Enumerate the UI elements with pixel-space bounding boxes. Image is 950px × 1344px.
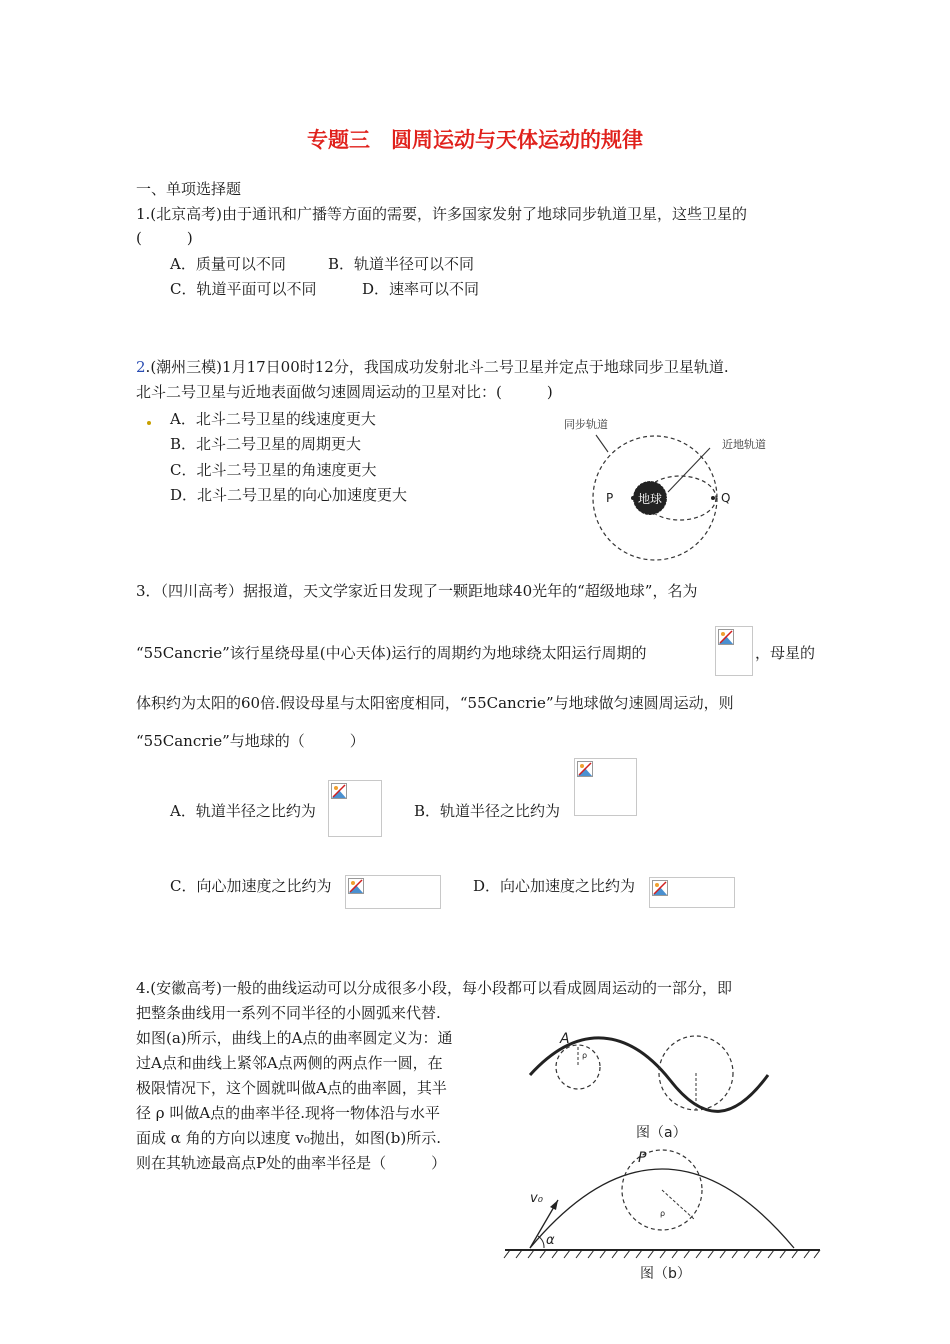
q3-line4: “55Cancrie”与地球的（ ） — [136, 732, 365, 750]
page-title: 专题三 圆周运动与天体运动的规律 — [307, 128, 643, 152]
q4-line1: 4.(安徽高考)一般的曲线运动可以分成很多小段，每小段都可以看成圆周运动的一部分，即 — [136, 979, 733, 997]
sync-orbit-label: 同步轨道 — [564, 418, 608, 431]
rho-label-b: ρ — [660, 1209, 666, 1218]
q1-stem-line1: 1.(北京高考)由于通讯和广播等方面的需要，许多国家发射了地球同步轨道卫星，这些卫星的 — [136, 205, 748, 223]
q1-stem-line2: ( ) — [136, 229, 193, 247]
q1-option-d: D．速率可以不同 — [362, 280, 480, 298]
curve — [530, 1038, 768, 1111]
figure-a-caption: 图（a） — [636, 1125, 687, 1141]
q2-stem-line2: 北斗二号卫星与近地表面做匀速圆周运动的卫星对比：( ) — [136, 383, 553, 401]
rho-label-a: ρ — [582, 1051, 588, 1060]
alpha-label: α — [546, 1233, 555, 1248]
near-orbit-label: 近地轨道 — [722, 438, 766, 451]
q4-line4: 过A点和曲线上紧邻A点两侧的两点作一圆，在 — [136, 1054, 443, 1072]
q4-line8: 则在其轨迹最高点P处的曲率半径是（ ） — [136, 1154, 447, 1172]
q3-option-a: A．轨道半径之比约为 — [170, 802, 316, 820]
image-placeholder-icon — [577, 761, 593, 777]
broken-image-option-c — [345, 875, 441, 909]
q3-line1: 3．（四川高考）据报道，天文学家近日发现了一颗距地球40光年的“超级地球”，名为 — [136, 582, 698, 600]
figure-b — [500, 1140, 830, 1285]
q4-line7: 面成 α 角的方向以速度 v₀抛出，如图(b)所示. — [136, 1129, 441, 1147]
point-p-label: P — [638, 1150, 647, 1166]
q2-option-b: B．北斗二号卫星的周期更大 — [170, 435, 362, 453]
bullet-dot — [147, 421, 151, 425]
q1-option-b: B．轨道半径可以不同 — [328, 255, 475, 273]
q3-option-b: B．轨道半径之比约为 — [414, 802, 561, 820]
q2-option-d: D．北斗二号卫星的向心加速度更大 — [170, 486, 408, 504]
figure-a — [520, 1025, 780, 1145]
orbit-diagram — [550, 410, 780, 570]
q3-line2a: “55Cancrie”该行星绕母星(中心天体)运行的周期约为地球绕太阳运行周期的 — [136, 644, 647, 662]
q3-option-c: C．向心加速度之比约为 — [170, 877, 332, 895]
q2-stem-line1: .(潮州三模)1月17日00时12分，我国成功发射北斗二号卫星并定点于地球同步卫星轨道. — [145, 358, 729, 376]
q4-line3: 如图(a)所示，曲线上的A点的曲率圆定义为：通 — [136, 1029, 453, 1047]
q4-line6: 径 ρ 叫做A点的曲率半径.现将一物体沿与水平 — [136, 1104, 440, 1122]
earth-label: 地球 — [637, 492, 663, 506]
point-a-label: A — [560, 1031, 570, 1047]
q4-line5: 极限情况下，这个圆就叫做A点的曲率圆，其半 — [136, 1079, 447, 1097]
broken-image-option-b — [574, 758, 637, 816]
v0-label: v₀ — [530, 1191, 543, 1206]
q2-option-c: C．北斗二号卫星的角速度更大 — [170, 461, 377, 479]
broken-image-option-d — [649, 877, 735, 908]
figure-b-caption: 图（b） — [640, 1266, 691, 1282]
image-placeholder-icon — [652, 880, 668, 896]
broken-image-period-ratio — [715, 626, 753, 676]
q3-option-d: D．向心加速度之比约为 — [473, 877, 636, 895]
q3-line3: 体积约为太阳的60倍.假设母星与太阳密度相同，“55Cancrie”与地球做匀速圆周运动，则 — [136, 694, 734, 712]
section-heading: 一、单项选择题 — [136, 180, 242, 198]
q4-line2: 把整条曲线用一系列不同半径的小圆弧来代替. — [136, 1004, 441, 1022]
point-p-label: P — [606, 491, 614, 505]
image-placeholder-icon — [331, 783, 347, 799]
q1-option-c: C．轨道平面可以不同 — [170, 280, 317, 298]
point-q-label: Q — [721, 491, 731, 505]
q2-number: 2 — [136, 358, 146, 376]
q2-option-a: A．北斗二号卫星的线速度更大 — [170, 410, 376, 428]
broken-image-option-a — [328, 780, 382, 837]
q1-option-a: A．质量可以不同 — [170, 255, 286, 273]
image-placeholder-icon — [348, 878, 364, 894]
q3-line2b: ，母星的 — [755, 644, 816, 662]
image-placeholder-icon — [718, 629, 734, 645]
